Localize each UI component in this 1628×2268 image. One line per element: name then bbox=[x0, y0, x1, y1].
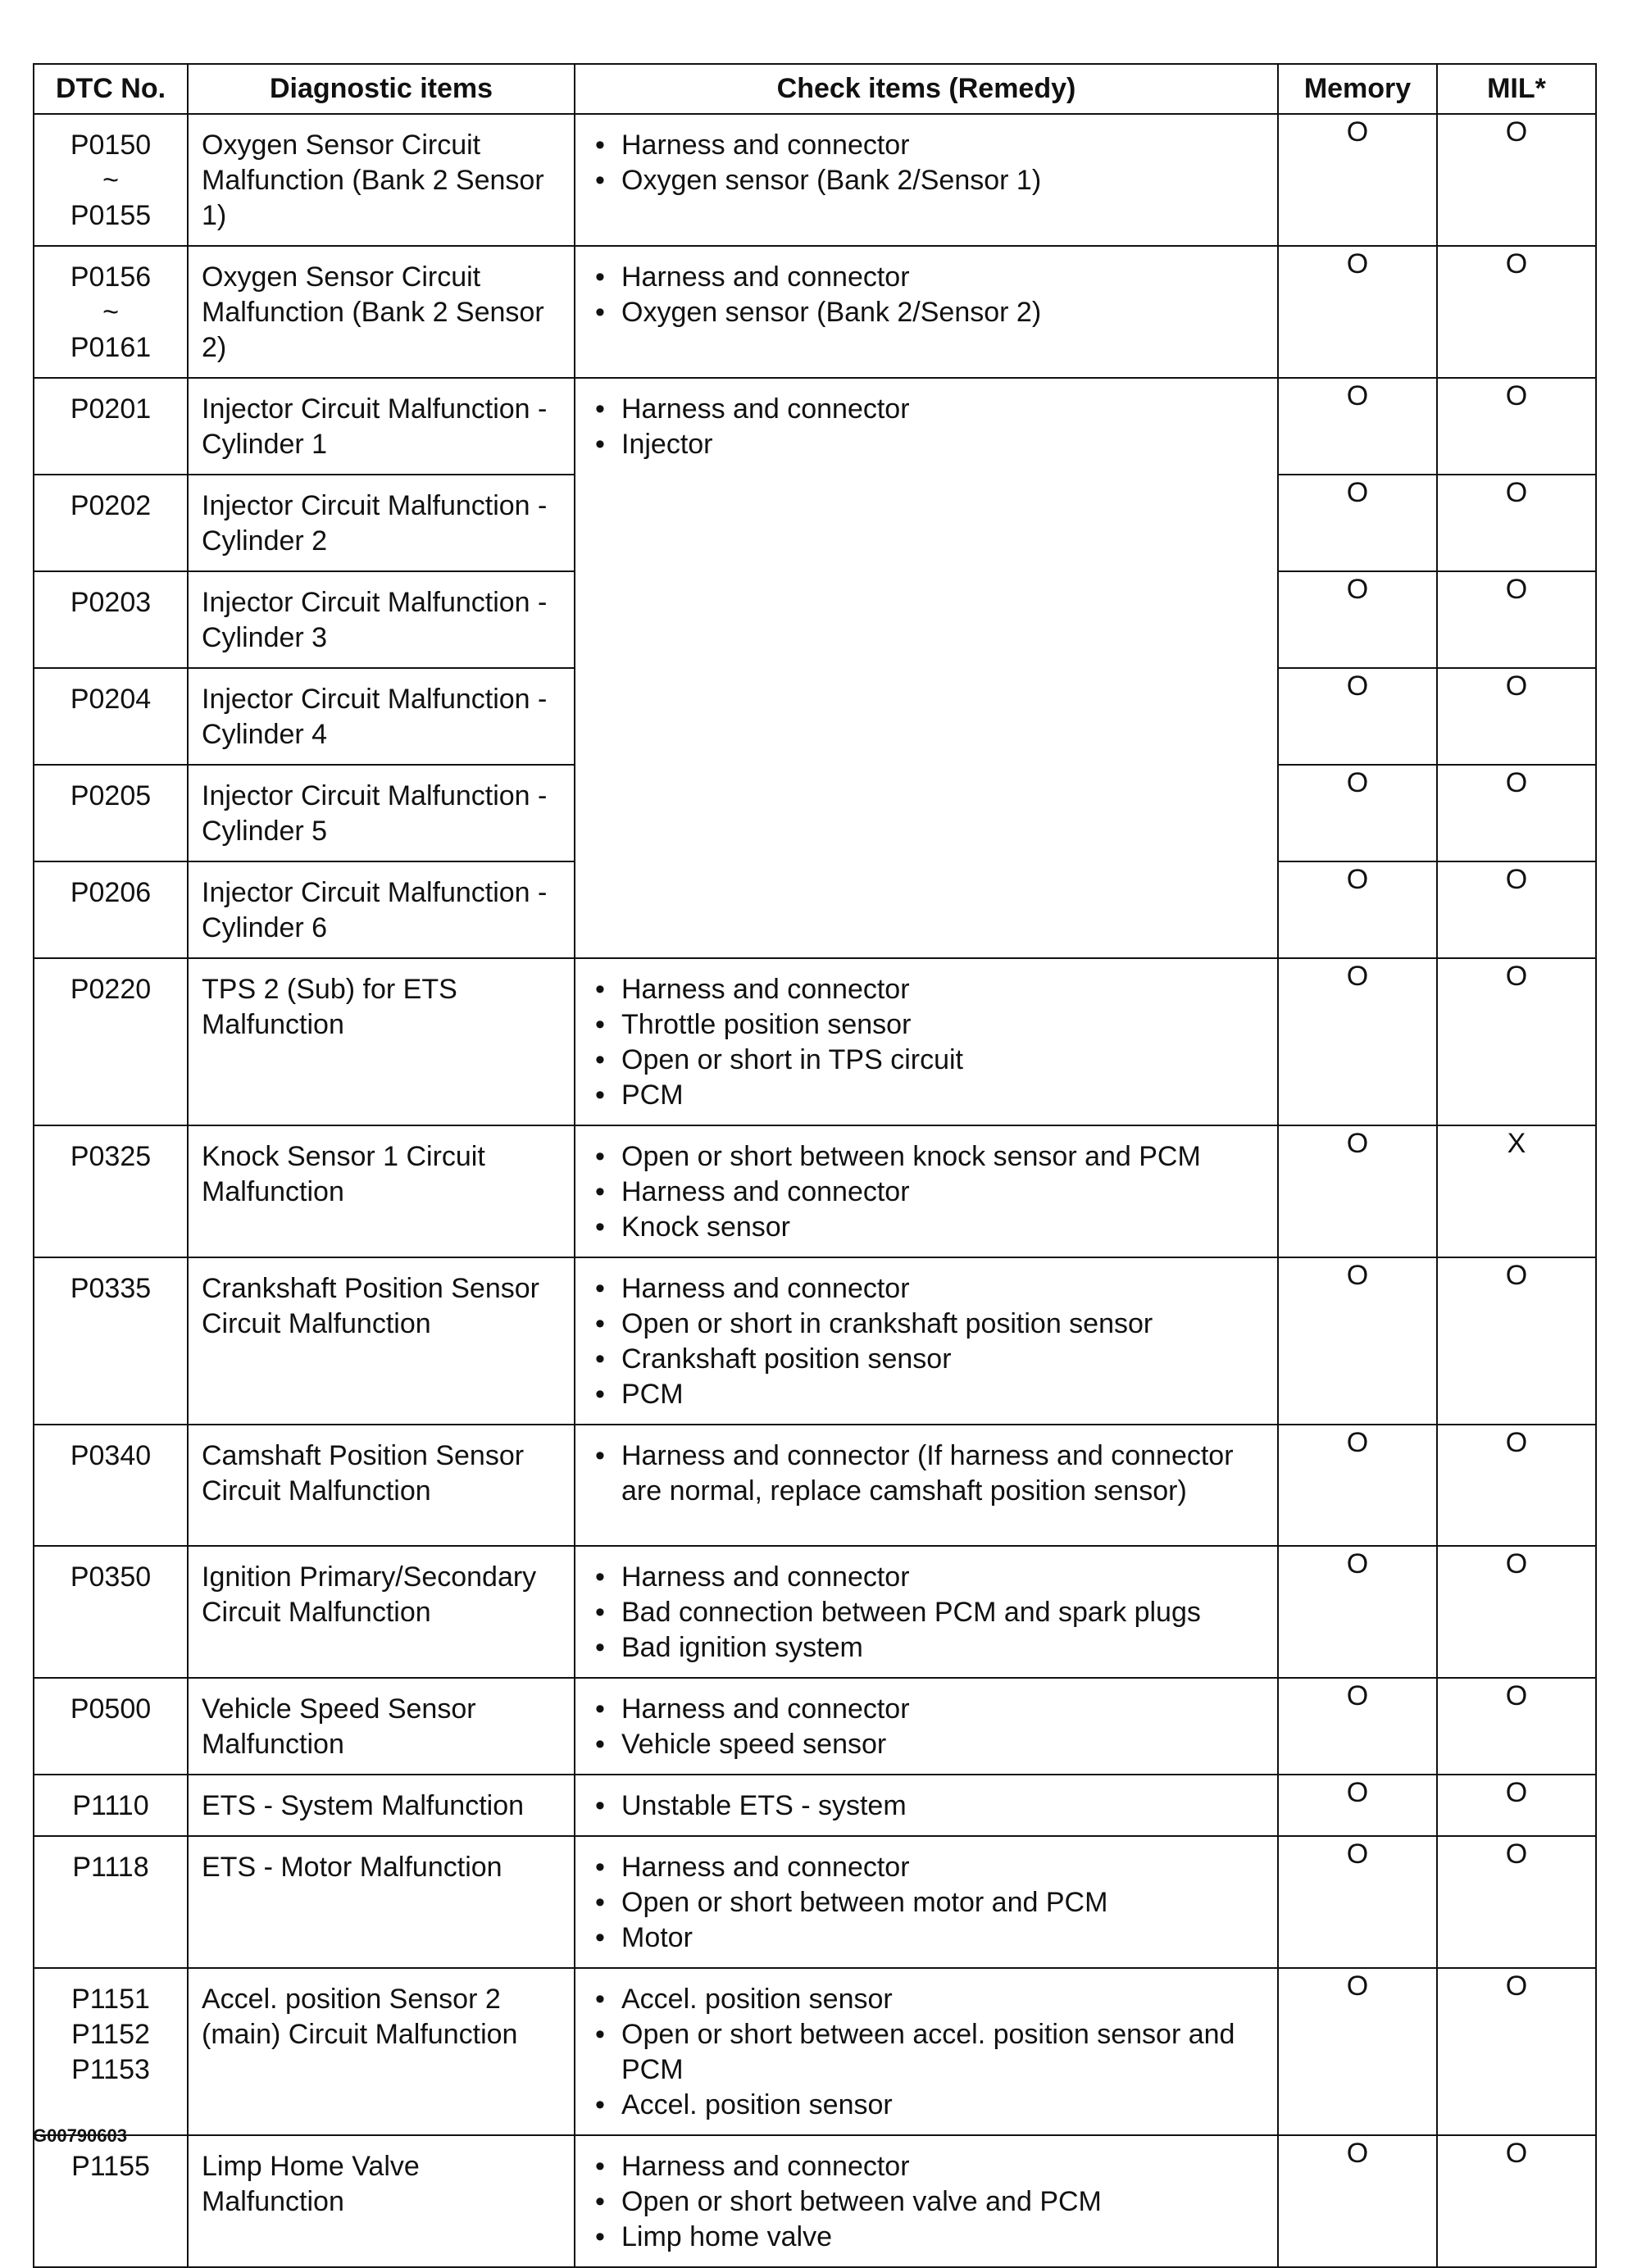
diagnostic-item-cell: Injector Circuit Malfunction - Cylinder 2 bbox=[188, 475, 575, 571]
dtc-cell bbox=[34, 1425, 188, 1546]
dtc-cell bbox=[34, 958, 188, 1125]
check-item: • Accel. position sensor bbox=[592, 2088, 1271, 2123]
diagnostic-item-cell: Injector Circuit Malfunction - Cylinder 6 bbox=[188, 861, 575, 958]
memory-cell: O bbox=[1278, 1775, 1437, 1836]
check-item: • Unstable ETS - system bbox=[592, 1788, 1271, 1824]
memory-cell: O bbox=[1278, 765, 1437, 861]
diagnostic-item-cell: Accel. position Sensor 2 (main) Circuit Malfunction bbox=[188, 1968, 575, 2135]
check-items-cell bbox=[575, 114, 1278, 246]
mil-cell: O bbox=[1437, 958, 1596, 1125]
table-row bbox=[34, 1425, 1596, 1546]
check-items-cell bbox=[575, 1775, 1278, 1836]
dtc-cell bbox=[34, 2135, 188, 2267]
check-items-list bbox=[592, 392, 1271, 462]
check-item: • Knock sensor bbox=[592, 1210, 1271, 1245]
check-items-list bbox=[592, 1139, 1271, 1245]
table-row bbox=[34, 1968, 1596, 2135]
check-item: • Throttle position sensor bbox=[592, 1007, 1271, 1043]
table-row bbox=[34, 2135, 1596, 2267]
dtc-code: P0156 bbox=[70, 261, 152, 293]
check-items-cell bbox=[575, 1425, 1278, 1546]
dtc-code: P1118 bbox=[72, 1852, 149, 1883]
check-item: • PCM bbox=[592, 1377, 1271, 1412]
diagnostic-item-cell: ETS - Motor Malfunction bbox=[188, 1836, 575, 1968]
check-item: • Harness and connector bbox=[592, 260, 1271, 295]
memory-cell: O bbox=[1278, 571, 1437, 668]
check-items-cell bbox=[575, 1125, 1278, 1257]
dtc-cell bbox=[34, 1775, 188, 1836]
header-diagnostic-items: Diagnostic items bbox=[188, 64, 575, 114]
diagnostic-item-cell: Injector Circuit Malfunction - Cylinder 5 bbox=[188, 765, 575, 861]
mil-cell: O bbox=[1437, 571, 1596, 668]
memory-cell: O bbox=[1278, 378, 1437, 475]
dtc-cell bbox=[34, 378, 188, 475]
dtc-code: P0206 bbox=[70, 877, 152, 908]
dtc-cell bbox=[34, 114, 188, 246]
mil-cell: O bbox=[1437, 1425, 1596, 1546]
dtc-code: P0500 bbox=[70, 1693, 152, 1725]
memory-cell: O bbox=[1278, 1836, 1437, 1968]
check-item: • Accel. position sensor bbox=[592, 1982, 1271, 2017]
check-items-cell bbox=[575, 1257, 1278, 1425]
mil-cell: O bbox=[1437, 765, 1596, 861]
table-row bbox=[34, 378, 1596, 475]
diagnostic-item-cell: Crankshaft Position Sensor Circuit Malfunction bbox=[188, 1257, 575, 1425]
table-row bbox=[34, 1775, 1596, 1836]
memory-cell: O bbox=[1278, 668, 1437, 765]
check-item: • Motor bbox=[592, 1920, 1271, 1956]
check-items-list bbox=[592, 1439, 1271, 1509]
check-item: • Injector bbox=[592, 427, 1271, 462]
dtc-code: P0205 bbox=[70, 780, 152, 811]
diagnostic-item-cell: Injector Circuit Malfunction - Cylinder 4 bbox=[188, 668, 575, 765]
check-items-list bbox=[592, 1850, 1271, 1956]
check-item: • Harness and connector bbox=[592, 972, 1271, 1007]
mil-cell: O bbox=[1437, 668, 1596, 765]
check-items-list bbox=[592, 972, 1271, 1113]
diagnostic-item-cell: Ignition Primary/Secondary Circuit Malfunction bbox=[188, 1546, 575, 1678]
table-row bbox=[34, 1125, 1596, 1257]
memory-cell: O bbox=[1278, 114, 1437, 246]
memory-cell: O bbox=[1278, 1257, 1437, 1425]
dtc-code: P0204 bbox=[70, 684, 152, 715]
mil-cell: O bbox=[1437, 1775, 1596, 1836]
diagnostic-item-cell: ETS - System Malfunction bbox=[188, 1775, 575, 1836]
check-items-list bbox=[592, 128, 1271, 198]
dtc-cell bbox=[34, 1836, 188, 1968]
check-item: • Harness and connector bbox=[592, 1175, 1271, 1210]
check-items-cell bbox=[575, 1546, 1278, 1678]
header-memory: Memory bbox=[1278, 64, 1437, 114]
mil-cell: O bbox=[1437, 378, 1596, 475]
check-item: • Open or short in TPS circuit bbox=[592, 1043, 1271, 1078]
dtc-code: P0220 bbox=[70, 974, 152, 1005]
check-items-cell bbox=[575, 1678, 1278, 1775]
dtc-cell bbox=[34, 475, 188, 571]
dtc-cell bbox=[34, 1257, 188, 1425]
check-item: • Harness and connector (If harness and connector are normal, replace camshaft position sensor) bbox=[592, 1439, 1271, 1509]
diagnostic-item-cell: Limp Home Valve Malfunction bbox=[188, 2135, 575, 2267]
memory-cell: O bbox=[1278, 861, 1437, 958]
dtc-cell bbox=[34, 765, 188, 861]
dtc-code: P1153 bbox=[71, 2054, 150, 2085]
dtc-table bbox=[33, 63, 1597, 2268]
check-item: • Open or short between accel. position sensor and PCM bbox=[592, 2017, 1271, 2088]
dtc-code: P1155 bbox=[71, 2151, 150, 2182]
mil-cell: O bbox=[1437, 1836, 1596, 1968]
dtc-code: P1152 bbox=[71, 2019, 150, 2050]
check-item: • Open or short between motor and PCM bbox=[592, 1885, 1271, 1920]
check-item: • Crankshaft position sensor bbox=[592, 1342, 1271, 1377]
dtc-range-tilde: ~ bbox=[102, 297, 119, 328]
memory-cell: O bbox=[1278, 475, 1437, 571]
memory-cell: O bbox=[1278, 1678, 1437, 1775]
dtc-code: P0155 bbox=[70, 200, 152, 231]
dtc-code: P0203 bbox=[70, 587, 152, 618]
check-item: • Harness and connector bbox=[592, 392, 1271, 427]
check-items-cell bbox=[575, 1968, 1278, 2135]
table-row bbox=[34, 958, 1596, 1125]
check-item: • PCM bbox=[592, 1078, 1271, 1113]
mil-cell: O bbox=[1437, 1257, 1596, 1425]
memory-cell: O bbox=[1278, 1125, 1437, 1257]
diagnostic-item-cell: Camshaft Position Sensor Circuit Malfunction bbox=[188, 1425, 575, 1546]
table-row bbox=[34, 1546, 1596, 1678]
check-item: • Harness and connector bbox=[592, 2149, 1271, 2184]
memory-cell: O bbox=[1278, 2135, 1437, 2267]
diagnostic-item-cell: Injector Circuit Malfunction - Cylinder 3 bbox=[188, 571, 575, 668]
check-item: • Vehicle speed sensor bbox=[592, 1727, 1271, 1762]
check-item: • Open or short in crankshaft position sensor bbox=[592, 1307, 1271, 1342]
dtc-code: P1151 bbox=[71, 1984, 150, 2015]
memory-cell: O bbox=[1278, 1968, 1437, 2135]
header-mil: MIL* bbox=[1437, 64, 1596, 114]
check-items-cell bbox=[575, 246, 1278, 378]
dtc-cell bbox=[34, 246, 188, 378]
check-item: • Bad connection between PCM and spark plugs bbox=[592, 1595, 1271, 1630]
dtc-cell bbox=[34, 1125, 188, 1257]
dtc-cell bbox=[34, 861, 188, 958]
diagnostic-item-cell: Injector Circuit Malfunction - Cylinder 1 bbox=[188, 378, 575, 475]
mil-cell: O bbox=[1437, 1968, 1596, 2135]
diagnostic-item-cell: Vehicle Speed Sensor Malfunction bbox=[188, 1678, 575, 1775]
table-row bbox=[34, 1678, 1596, 1775]
check-items-list bbox=[592, 2149, 1271, 2255]
memory-cell: O bbox=[1278, 958, 1437, 1125]
mil-cell: O bbox=[1437, 1678, 1596, 1775]
check-items-cell bbox=[575, 958, 1278, 1125]
check-items-list bbox=[592, 1788, 1271, 1824]
memory-cell: O bbox=[1278, 1425, 1437, 1546]
table-body bbox=[34, 114, 1596, 2267]
dtc-code: P0325 bbox=[70, 1141, 152, 1172]
dtc-code: P0201 bbox=[70, 393, 152, 425]
check-item: • Harness and connector bbox=[592, 1850, 1271, 1885]
check-item: • Bad ignition system bbox=[592, 1630, 1271, 1666]
check-item: • Limp home valve bbox=[592, 2220, 1271, 2255]
check-item: • Oxygen sensor (Bank 2/Sensor 1) bbox=[592, 163, 1271, 198]
check-items-list bbox=[592, 1271, 1271, 1412]
header-check-items: Check items (Remedy) bbox=[575, 64, 1278, 114]
check-items-list bbox=[592, 1560, 1271, 1666]
dtc-code: P1110 bbox=[72, 1790, 149, 1821]
table-row bbox=[34, 1257, 1596, 1425]
check-item: • Harness and connector bbox=[592, 1560, 1271, 1595]
check-items-cell bbox=[575, 2135, 1278, 2267]
check-item: • Open or short between valve and PCM bbox=[592, 2184, 1271, 2220]
check-items-cell bbox=[575, 1836, 1278, 1968]
dtc-cell bbox=[34, 1546, 188, 1678]
dtc-code: P0350 bbox=[70, 1561, 152, 1593]
mil-cell: O bbox=[1437, 2135, 1596, 2267]
mil-cell: O bbox=[1437, 475, 1596, 571]
diagnostic-item-cell: Oxygen Sensor Circuit Malfunction (Bank 2 Sensor 1) bbox=[188, 114, 575, 246]
dtc-range-tilde: ~ bbox=[102, 165, 119, 196]
mil-cell: O bbox=[1437, 246, 1596, 378]
dtc-code: P0150 bbox=[70, 130, 152, 161]
table-row bbox=[34, 114, 1596, 246]
check-item: • Harness and connector bbox=[592, 128, 1271, 163]
memory-cell: O bbox=[1278, 1546, 1437, 1678]
check-items-list bbox=[592, 260, 1271, 330]
mil-cell: X bbox=[1437, 1125, 1596, 1257]
check-items-cell bbox=[575, 378, 1278, 958]
dtc-cell bbox=[34, 1968, 188, 2135]
check-item: • Oxygen sensor (Bank 2/Sensor 2) bbox=[592, 295, 1271, 330]
check-item: • Harness and connector bbox=[592, 1271, 1271, 1307]
dtc-code: P0340 bbox=[70, 1440, 152, 1471]
dtc-cell bbox=[34, 571, 188, 668]
diagnostic-item-cell: Oxygen Sensor Circuit Malfunction (Bank 2 Sensor 2) bbox=[188, 246, 575, 378]
dtc-cell bbox=[34, 668, 188, 765]
dtc-code: P0161 bbox=[70, 332, 152, 363]
dtc-code: P0202 bbox=[70, 490, 152, 521]
check-items-list bbox=[592, 1982, 1271, 2123]
dtc-cell bbox=[34, 1678, 188, 1775]
header-dtc: DTC No. bbox=[34, 64, 188, 114]
dtc-code: P0335 bbox=[70, 1273, 152, 1304]
check-item: • Harness and connector bbox=[592, 1692, 1271, 1727]
diagnostic-item-cell: Knock Sensor 1 Circuit Malfunction bbox=[188, 1125, 575, 1257]
figure-id: G00790603 bbox=[33, 2125, 127, 2146]
mil-cell: O bbox=[1437, 861, 1596, 958]
table-row bbox=[34, 246, 1596, 378]
header-row bbox=[34, 64, 1596, 114]
mil-cell: O bbox=[1437, 1546, 1596, 1678]
memory-cell: O bbox=[1278, 246, 1437, 378]
check-item: • Open or short between knock sensor and PCM bbox=[592, 1139, 1271, 1175]
check-items-list bbox=[592, 1692, 1271, 1762]
table-row bbox=[34, 1836, 1596, 1968]
mil-cell: O bbox=[1437, 114, 1596, 246]
diagnostic-item-cell: TPS 2 (Sub) for ETS Malfunction bbox=[188, 958, 575, 1125]
